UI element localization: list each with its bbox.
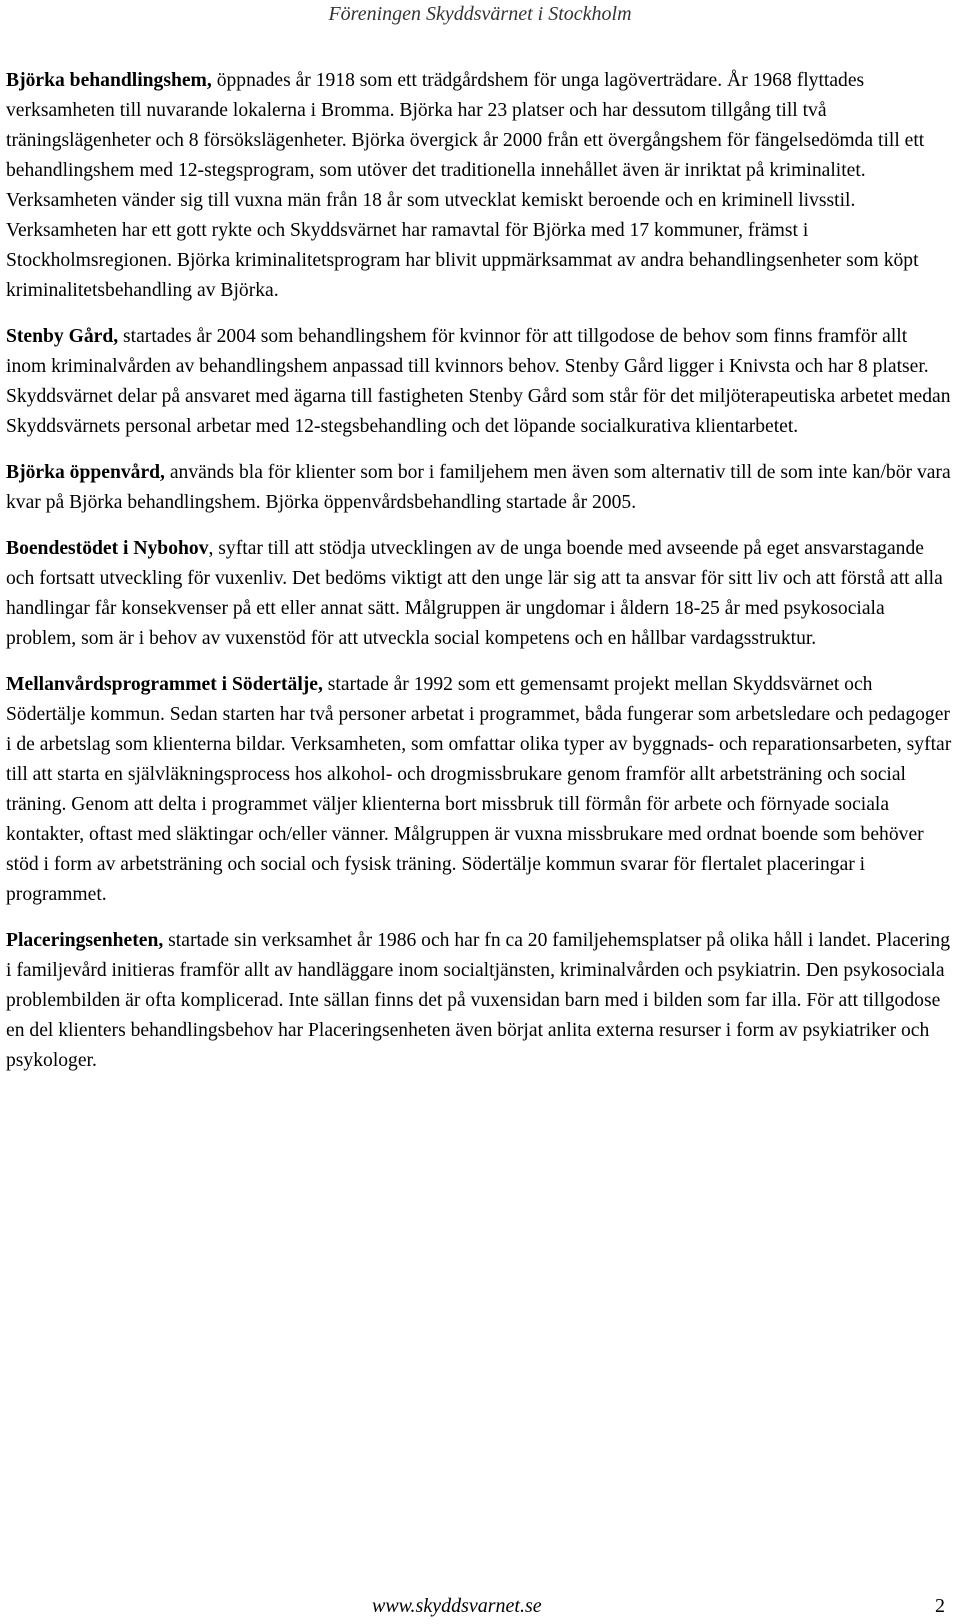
paragraph-text: startades år 2004 som behandlingshem för kvinnor för att tillgodose de behov som finns framför allt inom kriminalvården av behandlingshem anpassad till kvinnors behov. Stenby Gård ligger i Knivsta och har 8 platser. Skyddsvärnet delar på ansvaret med ägarna till fastigheten Stenby Gård som står för det miljöterapeutiska arbetet medan Skyddsvärnets personal arbetar med 12-stegsbehandling och det löpande socialkurativa klientarbetet. bbox=[6, 326, 951, 437]
page-number: 2 bbox=[935, 1595, 945, 1617]
paragraph-bjorka-behandlingshem bbox=[6, 66, 952, 306]
paragraph-placeringsenheten bbox=[6, 926, 952, 1076]
document-body bbox=[6, 66, 952, 1092]
paragraph-bjorka-oppenvard bbox=[6, 458, 952, 518]
paragraph-stenby-gard bbox=[6, 322, 952, 442]
paragraph-text: öppnades år 1918 som ett trädgårdshem för unga lagöverträdare. År 1968 flyttades verksamheten till nuvarande lokalerna i Bromma. Björka har 23 platser och har dessutom tillgång till två träningslägenheter och 8 försökslägenheter. Björka övergick år 2000 från ett övergångshem för fängelsedömda till ett behandlingshem med 12-stegsprogram, som utöver det traditionella innehållet även är inriktat på kriminalitet. Verksamheten vänder sig till vuxna män från 18 år som utvecklat kemiskt beroende och en kriminell livsstil. Verksamheten har ett gott rykte och Skyddsvärnet har ramavtal för Björka med 17 kommuner, främst i Stockholmsregionen. Björka kriminalitetsprogram har blivit uppmärksammat av andra behandlingsenheter som köpt kriminalitetsbehandling av Björka. bbox=[6, 70, 925, 301]
paragraph-lead: Björka öppenvård, bbox=[6, 462, 165, 483]
paragraph-text: startade sin verksamhet år 1986 och har fn ca 20 familjehemsplatser på olika håll i landet. Placering i familjevård initieras framför allt av handläggare inom socialtjänsten, kriminalvården och psykiatrin. Den psykosociala problembilden är ofta komplicerad. Inte sällan finns det på vuxensidan barn med i bilden som far illa. För att tillgodose en del klienters behandlingsbehov har Placeringsenheten även börjat anlita externa resurser i form av psykiatriker och psykologer. bbox=[6, 930, 951, 1071]
paragraph-mellanvardsprogrammet bbox=[6, 670, 952, 910]
paragraph-boendestodet bbox=[6, 534, 952, 654]
paragraph-lead: Placeringsenheten, bbox=[6, 930, 164, 951]
paragraph-lead: Boendestödet i Nybohov bbox=[6, 538, 209, 559]
paragraph-text: används bla för klienter som bor i familjehem men även som alternativ till de som inte kan/bör vara kvar på Björka behandlingshem. Björka öppenvårdsbehandling startade år 2005. bbox=[6, 462, 951, 513]
paragraph-lead: Mellanvårdsprogrammet i Södertälje, bbox=[6, 674, 323, 695]
paragraph-lead: Björka behandlingshem, bbox=[6, 70, 212, 91]
paragraph-text: , syftar till att stödja utvecklingen av de unga boende med avseende på eget ansvarstagande och fortsatt utveckling för vuxenliv. Det bedöms viktigt att den unge lär sig att ta ansvar för sitt liv och att förstå att alla handlingar får konsekvenser på ett eller annat sätt. Målgruppen är ungdomar i åldern 18-25 år med psykosociala problem, som är i behov av vuxenstöd för att utveckla social kompetens och en hållbar vardagsstruktur. bbox=[6, 538, 943, 649]
footer-website-link[interactable]: www.skyddsvarnet.se bbox=[372, 1595, 542, 1617]
header-title: Föreningen Skyddsvärnet i Stockholm bbox=[328, 3, 632, 25]
paragraph-lead: Stenby Gård, bbox=[6, 326, 119, 347]
paragraph-text: startade år 1992 som ett gemensamt projekt mellan Skyddsvärnet och Södertälje kommun. Sedan starten har två personer arbetat i programmet, båda fungerar som arbetsledare och pedagoger i de arbetslag som klienterna bildar. Verksamheten, som omfattar olika typer av byggnads- och reparationsarbeten, syftar till att starta en självläkningsprocess hos alkohol- och drogmissbrukare genom framför allt arbetsträning och social träning. Genom att delta i programmet väljer klienterna bort missbruk till förmån för arbete och förnyade sociala kontakter, oftast med släktingar och/eller vänner. Målgruppen är vuxna missbrukare med ordnat boende som behöver stöd i form av arbetsträning och social och fysisk träning. Södertälje kommun svarar för flertalet placeringar i programmet. bbox=[6, 674, 952, 905]
page-header bbox=[0, 0, 960, 28]
